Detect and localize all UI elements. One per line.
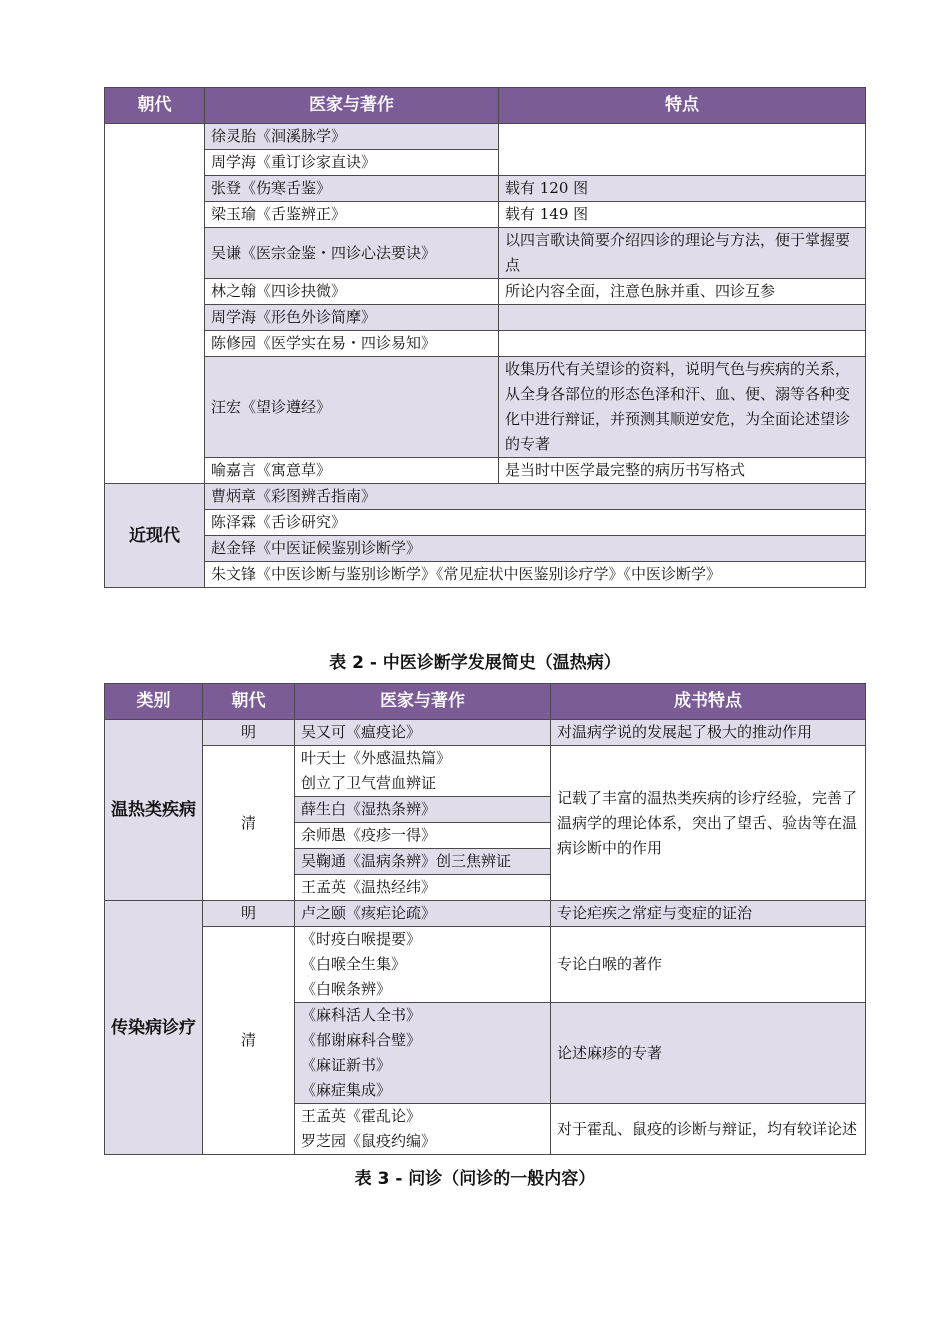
feature-cell: 是当时中医学最完整的病历书写格式	[499, 458, 866, 484]
dynasty-cell: 明	[203, 901, 295, 927]
work-cell: 陈泽霖《舌诊研究》	[205, 510, 866, 536]
work-cell: 吴鞠通《温病条辨》创三焦辨证	[295, 849, 551, 875]
work-cell: 曹炳章《彩图辨舌指南》	[205, 484, 866, 510]
work-cell: 《麻科活人全书》 《郁谢麻科合璧》 《麻证新书》 《麻症集成》	[295, 1003, 551, 1104]
work-cell: 吴谦《医宗金鉴・四诊心法要诀》	[205, 228, 499, 279]
work-cell: 卢之颐《痎疟论疏》	[295, 901, 551, 927]
table-row	[105, 720, 866, 746]
feature-cell: 专论疟疾之常症与变症的证治	[551, 901, 866, 927]
table-dynasty-works	[104, 87, 866, 588]
dynasty-cell: 明	[203, 720, 295, 746]
header-works: 医家与著作	[205, 88, 499, 124]
work-cell: 王孟英《霍乱论》 罗芝园《鼠疫约编》	[295, 1104, 551, 1155]
feature-cell: 记载了丰富的温热类疾病的诊疗经验，完善了温病学的理论体系，突出了望舌、验齿等在温病诊断中的作用	[551, 746, 866, 901]
category-cell: 传染病诊疗	[105, 901, 203, 1155]
feature-cell: 载有 149 图	[499, 202, 866, 228]
table-row	[105, 484, 866, 510]
table-row	[105, 202, 866, 228]
dynasty-cell-blank	[105, 124, 205, 484]
header-dynasty: 朝代	[105, 88, 205, 124]
feature-cell	[499, 331, 866, 357]
table-row	[105, 901, 866, 927]
table-header-row	[105, 684, 866, 720]
feature-cell: 对温病学说的发展起了极大的推动作用	[551, 720, 866, 746]
work-cell: 朱文锋《中医诊断与鉴别诊断学》《常见症状中医鉴别诊疗学》《中医诊断学》	[205, 562, 866, 588]
feature-cell: 所论内容全面，注意色脉并重、四诊互参	[499, 279, 866, 305]
work-cell: 余师愚《疫疹一得》	[295, 823, 551, 849]
dynasty-cell: 清	[203, 746, 295, 901]
work-cell: 王孟英《温热经纬》	[295, 875, 551, 901]
table-row	[105, 305, 866, 331]
feature-cell	[499, 305, 866, 331]
table-row	[105, 746, 866, 797]
feature-cell: 专论白喉的著作	[551, 927, 866, 1003]
work-cell: 汪宏《望诊遵经》	[205, 357, 499, 458]
work-cell: 周学海《形色外诊简摩》	[205, 305, 499, 331]
header-works: 医家与著作	[295, 684, 551, 720]
table-row	[105, 510, 866, 536]
header-features: 特点	[499, 88, 866, 124]
table-row	[105, 927, 866, 1003]
table-warm-disease	[104, 683, 866, 1155]
table-row	[105, 562, 866, 588]
work-cell: 周学海《重订诊家直诀》	[205, 150, 499, 176]
work-cell: 喻嘉言《寓意草》	[205, 458, 499, 484]
table-row	[105, 331, 866, 357]
feature-cell: 载有 120 图	[499, 176, 866, 202]
table-row	[105, 228, 866, 279]
work-cell: 赵金铎《中医证候鉴别诊断学》	[205, 536, 866, 562]
table-row	[105, 124, 866, 150]
category-cell: 温热类疾病	[105, 720, 203, 901]
table-row	[105, 357, 866, 458]
table-row	[105, 536, 866, 562]
feature-cell	[499, 124, 866, 176]
work-cell: 《时疫白喉提要》 《白喉全生集》 《白喉条辨》	[295, 927, 551, 1003]
dynasty-cell-modern: 近现代	[105, 484, 205, 588]
work-cell: 叶天士《外感温热篇》 创立了卫气营血辨证	[295, 746, 551, 797]
feature-cell: 收集历代有关望诊的资料，说明气色与疾病的关系，从全身各部位的形态色泽和汗、血、便、溺等各种变化中进行辩证，并预测其顺逆安危，为全面论述望诊的专著	[499, 357, 866, 458]
work-cell: 吴又可《瘟疫论》	[295, 720, 551, 746]
header-features: 成书特点	[551, 684, 866, 720]
table-row	[105, 176, 866, 202]
work-cell: 张登《伤寒舌鉴》	[205, 176, 499, 202]
feature-cell: 以四言歌诀简要介绍四诊的理论与方法，便于掌握要点	[499, 228, 866, 279]
header-category: 类别	[105, 684, 203, 720]
feature-cell: 对于霍乱、鼠疫的诊断与辩证，均有较详论述	[551, 1104, 866, 1155]
table3-caption: 表 3 - 问诊（问诊的一般内容）	[354, 1169, 596, 1189]
work-cell: 徐灵胎《洄溪脉学》	[205, 124, 499, 150]
feature-cell: 论述麻疹的专著	[551, 1003, 866, 1104]
table-header-row	[105, 88, 866, 124]
dynasty-cell: 清	[203, 927, 295, 1155]
work-cell: 林之翰《四诊抉微》	[205, 279, 499, 305]
header-dynasty: 朝代	[203, 684, 295, 720]
work-cell: 梁玉瑜《舌鉴辨正》	[205, 202, 499, 228]
work-cell: 薛生白《湿热条辨》	[295, 797, 551, 823]
table2-caption: 表 2 - 中医诊断学发展简史（温热病）	[329, 653, 621, 673]
work-cell: 陈修园《医学实在易・四诊易知》	[205, 331, 499, 357]
table-row	[105, 279, 866, 305]
table-row	[105, 458, 866, 484]
